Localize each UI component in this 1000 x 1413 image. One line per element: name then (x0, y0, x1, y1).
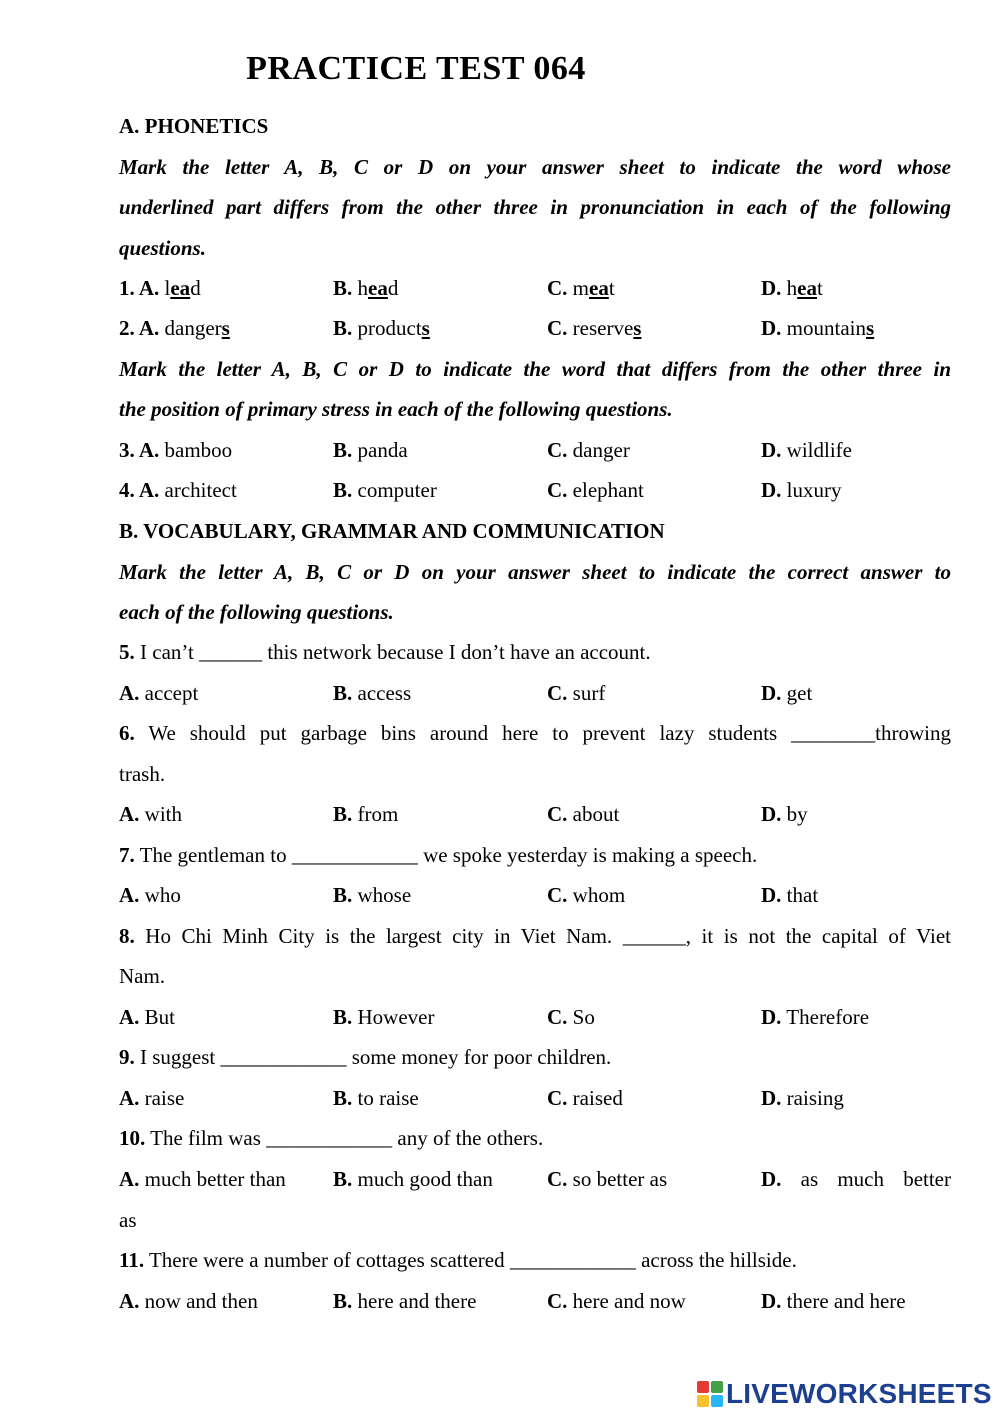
instruction-line: Mark the letter A, B, C or D to indicate the word that differs from the other three in (119, 357, 951, 381)
option-d: D. as much better (761, 1167, 951, 1191)
option-c: C. reserves (547, 316, 642, 340)
question-8-stem: 8. Ho Chi Minh City is the largest city in Viet Nam. ______, it is not the capital of Viet (119, 924, 951, 948)
option-b: B. access (333, 681, 412, 705)
option-c: C. here and now (547, 1289, 686, 1313)
option-a: 2. A. dangers (119, 316, 230, 340)
page-title: PRACTICE TEST 064 (246, 50, 586, 87)
option-c: C. raised (547, 1086, 623, 1110)
option-d: D. luxury (761, 478, 842, 502)
option-a: 1. A. lead (119, 276, 201, 300)
logo-blocks-icon (697, 1381, 723, 1407)
instruction-line: the position of primary stress in each of the following questions. (119, 397, 673, 421)
option-c: C. meat (547, 276, 615, 300)
question-10-stem: 10. The film was ____________ any of the others. (119, 1126, 544, 1150)
option-b: B. computer (333, 478, 437, 502)
option-c: C. danger (547, 438, 630, 462)
section-b-heading: B. VOCABULARY, GRAMMAR AND COMMUNICATION (119, 519, 665, 543)
option-a: A. who (119, 883, 181, 907)
instruction-line: each of the following questions. (119, 600, 394, 624)
option-a: A. accept (119, 681, 199, 705)
question-10-option-d-cont: as (119, 1208, 137, 1232)
option-b: B. However (333, 1005, 435, 1029)
question-8-stem-cont: Nam. (119, 964, 166, 988)
question-6-stem: 6. We should put garbage bins around here to prevent lazy students ________throwing (119, 721, 951, 745)
option-c: C. whom (547, 883, 626, 907)
option-c: C. elephant (547, 478, 644, 502)
option-a: A. raise (119, 1086, 185, 1110)
option-b: B. much good than (333, 1167, 493, 1191)
option-d: D. heat (761, 276, 823, 300)
option-d: D. raising (761, 1086, 844, 1110)
option-c: C. surf (547, 681, 606, 705)
option-c: C. so better as (547, 1167, 668, 1191)
option-b: B. products (333, 316, 430, 340)
option-a: A. with (119, 802, 183, 826)
instruction-line: Mark the letter A, B, C or D on your answer sheet to indicate the correct answer to (119, 560, 951, 584)
option-a: A. now and then (119, 1289, 258, 1313)
option-b: B. from (333, 802, 399, 826)
option-a: 4. A. architect (119, 478, 237, 502)
question-7-stem: 7. The gentleman to ____________ we spoke yesterday is making a speech. (119, 843, 758, 867)
option-d: D. by (761, 802, 808, 826)
instruction-line: underlined part differs from the other three in pronunciation in each of the following (119, 195, 951, 219)
option-b: B. whose (333, 883, 412, 907)
instruction-line: questions. (119, 236, 206, 260)
question-5-stem: 5. I can’t ______ this network because I don’t have an account. (119, 640, 651, 664)
option-a: A. But (119, 1005, 176, 1029)
option-d: D. wildlife (761, 438, 852, 462)
liveworksheets-logo (697, 1378, 992, 1410)
option-b: B. head (333, 276, 399, 300)
instruction-line: Mark the letter A, B, C or D on your answer sheet to indicate the word whose (119, 155, 951, 179)
option-a: 3. A. bamboo (119, 438, 233, 462)
question-6-stem-cont: trash. (119, 762, 166, 786)
option-d: D. that (761, 883, 819, 907)
section-a-heading: A. PHONETICS (119, 114, 269, 138)
option-d: D. there and here (761, 1289, 906, 1313)
option-b: B. to raise (333, 1086, 419, 1110)
question-9-stem: 9. I suggest ____________ some money for poor children. (119, 1045, 612, 1069)
option-a: A. much better than (119, 1167, 286, 1191)
option-c: C. about (547, 802, 620, 826)
option-d: D. get (761, 681, 813, 705)
option-d: D. Therefore (761, 1005, 870, 1029)
option-d: D. mountains (761, 316, 875, 340)
option-c: C. So (547, 1005, 595, 1029)
question-11-stem: 11. There were a number of cottages scattered ____________ across the hillside. (119, 1248, 797, 1272)
option-b: B. here and there (333, 1289, 477, 1313)
logo-text: LIVEWORKSHEETS (726, 1378, 992, 1409)
option-b: B. panda (333, 438, 408, 462)
